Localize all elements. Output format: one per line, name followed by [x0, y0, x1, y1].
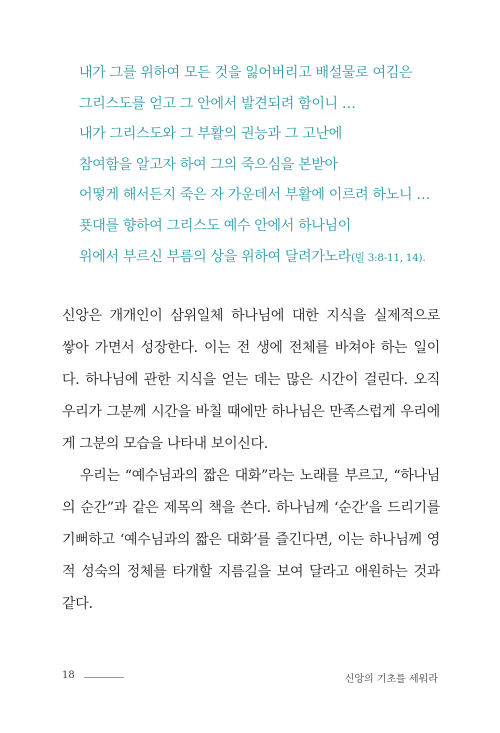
- scripture-quote: [79, 60, 439, 274]
- body-line: 의 순간”과 같은 제목의 책을 쓴다. 하나님께 ‘순간’을 드리기를: [62, 500, 440, 516]
- quote-line-text: 위에서 부르신 부름의 상을 위하여 달려가노라: [79, 248, 352, 265]
- quote-line: 내가 그리스도와 그 부활의 권능과 그 고난에: [79, 126, 342, 143]
- body-line: 기뻐하고 ‘예수님과의 짧은 대화’를 즐긴다면, 이는 하나님께 영: [62, 532, 440, 548]
- quote-line: 어떻게 해서든지 죽은 자 가운데서 부활에 이르려 하노니 …: [79, 187, 431, 204]
- page-footer: [62, 668, 438, 686]
- quote-line: 푯대를 향하여 그리스도 예수 안에서 하나님이: [79, 217, 352, 234]
- body-line: 우리가 그분께 시간을 바칠 때에만 하나님은 만족스럽게 우리에: [62, 404, 440, 420]
- body-text: [62, 300, 440, 620]
- quote-line: 내가 그를 위하여 모든 것을 잃어버리고 배설물로 여김은: [79, 65, 413, 81]
- body-line: 적 성숙의 정체를 타개할 지름길을 보여 달라고 애원하는 것과: [62, 564, 440, 580]
- scripture-reference: (빌 3:8-11, 14).: [351, 251, 426, 264]
- quote-line-last: [79, 244, 439, 275]
- body-line: 우리는 “예수님과의 짧은 대화”라는 노래를 부르고, “하나님: [80, 468, 440, 484]
- running-title: 신앙의 기초를 세워라: [344, 674, 438, 685]
- body-line: 같다.: [62, 596, 93, 612]
- page-number: 18: [62, 670, 75, 681]
- footer-divider: [84, 677, 124, 678]
- body-line: 쌓아 가면서 성장한다. 이는 전 생에 전체를 바쳐야 하는 일이: [62, 340, 440, 356]
- body-line: 신앙은 개개인이 삼위일체 하나님에 대한 지식을 실제적으로: [62, 308, 440, 324]
- body-line: 다. 하나님에 관한 지식을 얻는 데는 많은 시간이 걸린다. 오직: [62, 372, 440, 388]
- quote-line: 그리스도를 얻고 그 안에서 발견되려 함이니 …: [79, 95, 356, 112]
- body-line: 게 그분의 모습을 나타내 보이신다.: [62, 436, 268, 452]
- quote-line: 참여함을 알고자 하여 그의 죽으심을 본받아: [79, 156, 338, 173]
